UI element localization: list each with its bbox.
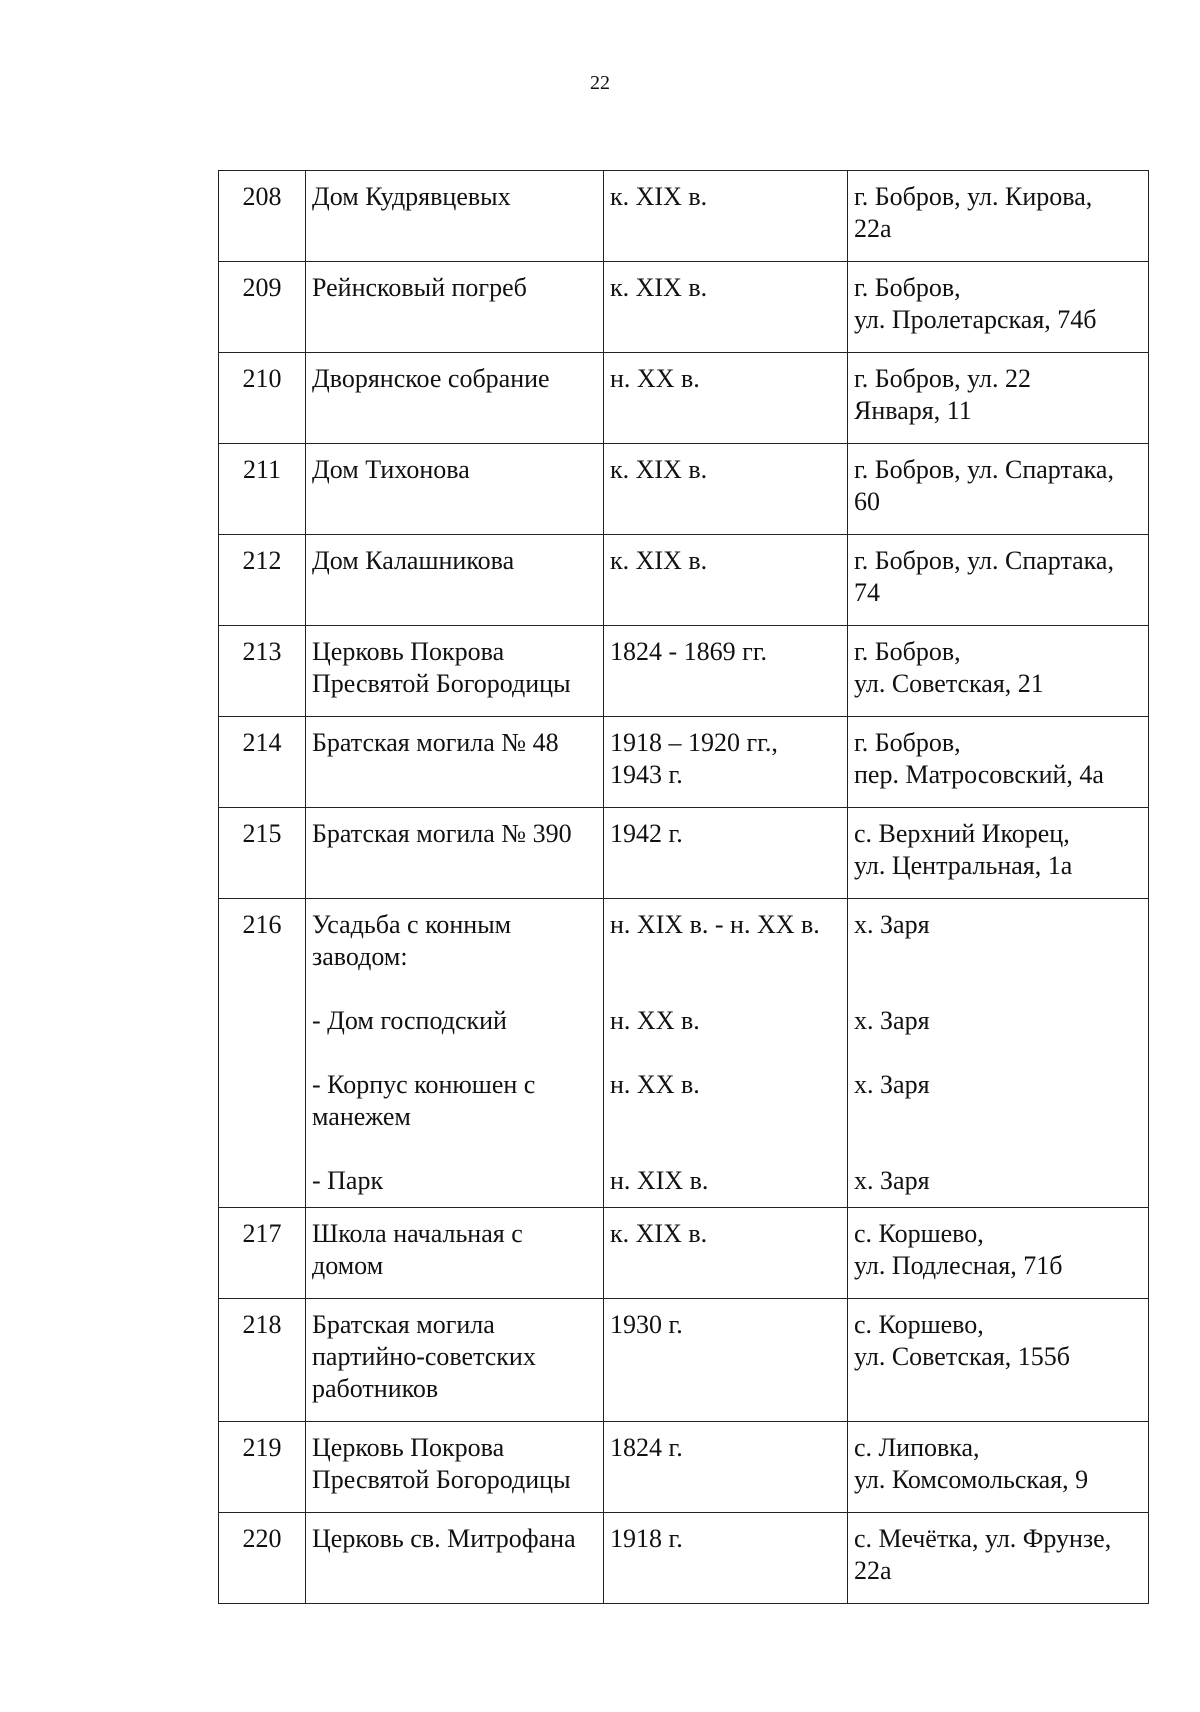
object-address: г. Бобров, ул. Кирова, 22а: [848, 171, 1149, 262]
row-number: 208: [219, 171, 306, 262]
object-date: 1942 г.: [604, 808, 848, 899]
table-row-215: [219, 808, 1149, 899]
object-address: г. Бобров, ул. Спартака, 60: [848, 444, 1149, 535]
row-number: 212: [219, 535, 306, 626]
row-number: 211: [219, 444, 306, 535]
row-number: 217: [219, 1208, 306, 1299]
object-date: 1918 г.: [604, 1513, 848, 1604]
table-row-218: [219, 1299, 1149, 1422]
object-date: 1918 – 1920 гг., 1943 г.: [604, 717, 848, 808]
object-name: Дом Кудрявцевых: [306, 171, 604, 262]
row-number: 218: [219, 1299, 306, 1422]
object-name: Братская могила № 48: [306, 717, 604, 808]
object-name: Церковь Покрова Пресвятой Богородицы: [306, 1422, 604, 1513]
object-date: к. XIX в.: [604, 262, 848, 353]
object-date: н. XIX в. - н. XX в. н. XX в. н. XX в. н. XIX в.: [604, 899, 848, 1208]
object-name: Школа начальная с домом: [306, 1208, 604, 1299]
object-address: х. Заря х. Заря х. Заря х. Заря: [848, 899, 1149, 1208]
table-row-217: [219, 1208, 1149, 1299]
object-date: 1824 - 1869 гг.: [604, 626, 848, 717]
row-number: 213: [219, 626, 306, 717]
row-number: 219: [219, 1422, 306, 1513]
object-address: с. Липовка, ул. Комсомольская, 9: [848, 1422, 1149, 1513]
table-row-210: [219, 353, 1149, 444]
table-row-211: [219, 444, 1149, 535]
row-number: 214: [219, 717, 306, 808]
table-row-219: [219, 1422, 1149, 1513]
table-row-220: [219, 1513, 1149, 1604]
object-address: с. Коршево, ул. Советская, 155б: [848, 1299, 1149, 1422]
table-row-208: [219, 171, 1149, 262]
object-name: Дом Тихонова: [306, 444, 604, 535]
table-row-209: [219, 262, 1149, 353]
object-address: г. Бобров, ул. 22 Января, 11: [848, 353, 1149, 444]
row-number: 216: [219, 899, 306, 1208]
row-number: 215: [219, 808, 306, 899]
object-address: г. Бобров, ул. Советская, 21: [848, 626, 1149, 717]
object-address: г. Бобров, пер. Матросовский, 4а: [848, 717, 1149, 808]
object-name: Дом Калашникова: [306, 535, 604, 626]
object-address: с. Коршево, ул. Подлесная, 71б: [848, 1208, 1149, 1299]
row-number: 220: [219, 1513, 306, 1604]
table-row-212: [219, 535, 1149, 626]
heritage-registry-table: [218, 170, 1149, 1604]
table-row-214: [219, 717, 1149, 808]
table-row-213: [219, 626, 1149, 717]
object-date: к. XIX в.: [604, 171, 848, 262]
object-date: к. XIX в.: [604, 1208, 848, 1299]
object-address: с. Мечётка, ул. Фрунзе, 22а: [848, 1513, 1149, 1604]
page-number: 22: [590, 72, 610, 94]
object-address: с. Верхний Икорец, ул. Центральная, 1а: [848, 808, 1149, 899]
row-number: 210: [219, 353, 306, 444]
object-address: г. Бобров, ул. Пролетарская, 74б: [848, 262, 1149, 353]
object-name: Братская могила № 390: [306, 808, 604, 899]
object-name: Усадьба с конным заводом: - Дом господский - Корпус конюшен с манежем - Парк: [306, 899, 604, 1208]
object-date: н. XX в.: [604, 353, 848, 444]
row-number: 209: [219, 262, 306, 353]
table-row-216: [219, 899, 1149, 1208]
object-date: 1930 г.: [604, 1299, 848, 1422]
object-name: Церковь Покрова Пресвятой Богородицы: [306, 626, 604, 717]
object-name: Рейнсковый погреб: [306, 262, 604, 353]
object-date: к. XIX в.: [604, 444, 848, 535]
object-address: г. Бобров, ул. Спартака, 74: [848, 535, 1149, 626]
object-date: к. XIX в.: [604, 535, 848, 626]
object-name: Церковь св. Митрофана: [306, 1513, 604, 1604]
object-name: Братская могила партийно-советских работников: [306, 1299, 604, 1422]
object-date: 1824 г.: [604, 1422, 848, 1513]
table-body: [219, 171, 1149, 1604]
object-name: Дворянское собрание: [306, 353, 604, 444]
